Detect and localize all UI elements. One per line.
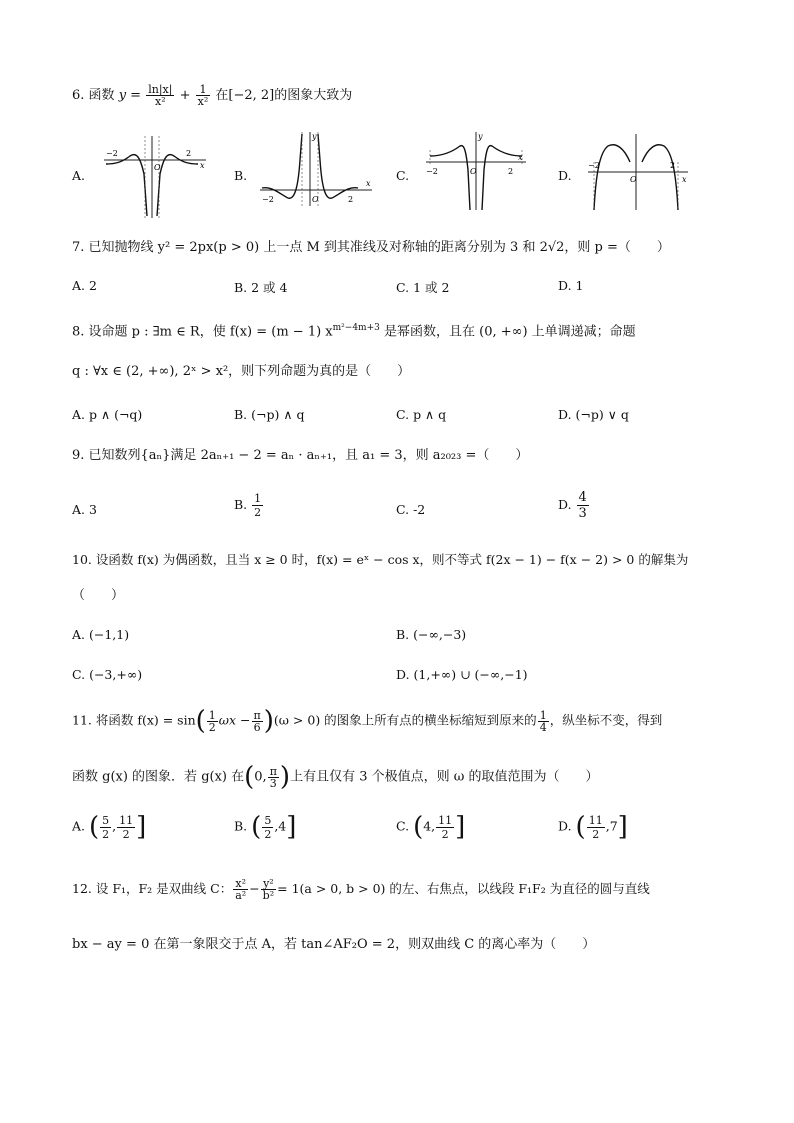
q11b-frac [262, 814, 273, 841]
q10-option-c: C. (−3,+∞) [72, 667, 143, 682]
q8-stem-line2: q : ∀x ∈ (2, +∞), 2ˣ > x²，则下列命题为真的是（ ） [72, 364, 411, 379]
q8-line1-post: 是幂函数，且在 (0, +∞) 上单调递减；命题 [379, 324, 636, 340]
q11-stem-line1: 11. 将函数 f(x) = sin( $\frac{1}{2}$ ωx − $\frac{\pi}{6}$ )(ω > 0) 的图象上所有点的横坐标缩短到原来的 $\frac{1}{4}$ ，纵坐标不变，得到 [72, 706, 663, 736]
q6-frac2 [196, 84, 211, 107]
q7-option-d: D. 1 [558, 278, 584, 293]
q9-option-c: C. -2 [396, 502, 426, 517]
q6-number: 6. [72, 88, 85, 103]
q11-l2-num: π [269, 764, 277, 778]
q10-stem-line2: （ ） [72, 588, 125, 603]
q9-option-a: A. 3 [72, 502, 97, 517]
q6d-tick-neg2: −2 [588, 161, 600, 170]
q11a-label: A. [72, 818, 86, 834]
q6c-tick-2: 2 [508, 167, 514, 176]
q9d-num: 4 [578, 490, 587, 505]
q10-option-d: D. (1,+∞) ∪ (−∞,−1) [396, 667, 528, 682]
q8-option-a: A. p ∧ (¬q) [72, 407, 143, 422]
q6-interval: 在[−2, 2]的图象大致为 [215, 88, 353, 103]
q6-option-a-label: A. [72, 168, 86, 183]
q11-frac3 [538, 710, 549, 733]
q11d-label: D. [558, 818, 572, 834]
q11-option-b: B. ( $\frac{5}{2}$ ,4] [234, 812, 297, 842]
q11d-tail: 7 [609, 818, 618, 834]
q6-graph-a [100, 134, 210, 220]
q11b-label: B. [234, 818, 248, 834]
q12-n1: x² [233, 878, 248, 890]
q9-option-b [234, 492, 264, 519]
q12-stem-line2: bx − ay = 0 在第一象限交于点 A，若 tan∠AF₂O = 2，则双曲线 C 的离心率为（ ） [72, 937, 596, 952]
q11-l2-frac [268, 766, 279, 789]
q11-option-a: A. ( $\frac{5}{2}$ , $\frac{11}{2}$ ] [72, 812, 147, 842]
q9-option-d [558, 490, 590, 521]
q11-frac1 [207, 710, 218, 733]
q6c-tick-neg2: −2 [426, 167, 438, 176]
q6-frac2-num: 1 [196, 84, 211, 96]
q11a-frac2 [117, 814, 135, 841]
q8-exponent: m²−4m+3 [332, 323, 380, 333]
q6a-x: x [200, 161, 205, 170]
q6-option-c-label: C. [396, 168, 410, 183]
q11b-d1: 2 [264, 827, 272, 841]
q10-option-b: B. (−∞,−3) [396, 627, 467, 642]
q9-option-b-label: B. [234, 497, 248, 512]
q11a-d2: 2 [122, 827, 130, 841]
q11a-frac1 [100, 814, 111, 841]
q7-stem: 7. 已知抛物线 y² = 2px(p > 0) 上一点 M 到其准线及对称轴的距离分别为 3 和 2√2，则 p =（ ） [72, 240, 670, 255]
q11a-n1: 5 [102, 813, 110, 827]
q11-frac3-den: 4 [539, 720, 547, 734]
q12-stem-line1 [72, 878, 650, 901]
q11a-n2: 11 [119, 813, 134, 827]
q11-l2-den: 3 [269, 776, 277, 790]
q9-option-d-frac [577, 490, 589, 521]
q11-post: (ω > 0) 的图象上所有点的横坐标缩短到原来的 [273, 712, 537, 728]
q11b-n1: 5 [264, 813, 272, 827]
q6-plus: + [179, 88, 191, 103]
q9b-num: 1 [254, 492, 262, 505]
q6b-x: x [366, 179, 371, 188]
q11c-label: C. [396, 818, 410, 834]
q7-option-a: A. 2 [72, 278, 97, 293]
q6a-tick-2: 2 [186, 149, 192, 158]
q8-option-c: C. p ∧ q [396, 407, 447, 422]
q6c-y: y [478, 132, 483, 141]
q9b-den: 2 [254, 506, 262, 519]
q6c-x: x [518, 153, 523, 162]
q12-frac1 [233, 878, 248, 901]
q12-n2: y² [261, 878, 276, 890]
q8-option-b: B. (¬p) ∧ q [234, 407, 305, 422]
q6-option-d-label: D. [558, 168, 572, 183]
q6b-tick-neg2: −2 [262, 195, 274, 204]
q12-post: = 1(a > 0, b > 0) 的左、右焦点，以线段 F₁F₂ 为直径的圆与直线 [277, 881, 650, 896]
q9-stem: 9. 已知数列{aₙ}满足 2aₙ₊₁ − 2 = aₙ · aₙ₊₁，且 a₁ = 3，则 a₂₀₂₃ =（ ） [72, 448, 529, 463]
q6-frac1-num: ln|x| [148, 83, 173, 96]
q6b-tick-2: 2 [348, 195, 354, 204]
q11d-frac [587, 814, 605, 841]
q11-frac1-den: 2 [208, 720, 216, 734]
q6-stem [72, 84, 352, 107]
q6a-tick-neg2: −2 [106, 149, 118, 158]
q11c-d2: 2 [441, 827, 449, 841]
q11-line2-post: 上有且仅有 3 个极值点，则 ω 的取值范围为（ ） [290, 769, 599, 785]
q11-l2-a: 0, [254, 769, 267, 785]
q7-option-c: C. 1 或 2 [396, 280, 450, 295]
q12-frac2 [261, 878, 276, 901]
q9-option-b-frac [252, 492, 263, 519]
q11-frac2-num: π [253, 708, 261, 722]
q12-minus: − [249, 881, 260, 896]
q8-option-d: D. (¬p) ∨ q [558, 407, 629, 422]
q9-option-d-label: D. [558, 497, 572, 512]
q12-d2: b² [262, 889, 275, 902]
q6b-origin: O [312, 195, 319, 204]
q11b-tail: 4 [278, 818, 287, 834]
q11c-frac [436, 814, 454, 841]
q11-frac2-den: 6 [253, 720, 261, 734]
q6d-x: x [682, 175, 687, 184]
q11-stem-line2: 函数 g(x) 的图象．若 g(x) 在(0, $\frac{\pi}{3}$ )上有且仅有 3 个极值点，则 ω 的取值范围为（ ） [72, 762, 599, 792]
q11a-d1: 2 [102, 827, 110, 841]
q11-pre: 11. 将函数 f(x) = sin [72, 712, 196, 728]
q6-graph-d [586, 132, 690, 212]
q6-graph-c [424, 130, 528, 212]
q6d-origin: O [630, 175, 637, 184]
q10-stem-line1: 10. 设函数 f(x) 为偶函数，且当 x ≥ 0 时，f(x) = eˣ − cos x，则不等式 f(2x − 1) − f(x − 2) > 0 的解集为 [72, 552, 689, 567]
q6d-tick-2: 2 [670, 161, 676, 170]
q11-frac1-num: 1 [208, 708, 216, 722]
q11c-n2: 11 [438, 813, 453, 827]
q11-option-d: D. ( $\frac{11}{2}$ ,7] [558, 812, 628, 842]
q11-line2-pre: 函数 g(x) 的图象．若 g(x) 在 [72, 769, 245, 785]
q6-option-b-label: B. [234, 168, 248, 183]
q11-mid: ωx − [218, 712, 251, 728]
q11d-n1: 11 [588, 813, 603, 827]
q11-frac2 [252, 710, 263, 733]
q10-option-a: A. (−1,1) [72, 627, 130, 642]
q8-stem-line1 [72, 324, 636, 338]
q6a-origin: O [154, 163, 161, 172]
q6-graph-b [258, 130, 374, 208]
q11-frac3-num: 1 [539, 708, 547, 722]
q6-frac1-den: x² [155, 95, 166, 108]
q6-pre: 函数 [88, 88, 115, 103]
q11c-head: 4, [423, 818, 436, 834]
q7-option-b: B. 2 或 4 [234, 280, 288, 295]
q8-line1-pre: 8. 设命题 p : ∃m ∈ R，使 f(x) = (m − 1) x [72, 324, 333, 340]
q11-tail: ，纵坐标不变，得到 [549, 712, 663, 728]
q6-frac2-den: x² [197, 95, 209, 108]
q12-d1: a² [235, 889, 247, 902]
q9d-den: 3 [578, 506, 587, 521]
q11-option-c: C. (4, $\frac{11}{2}$ ] [396, 812, 466, 842]
q6-frac1 [146, 84, 174, 107]
q12-pre: 12. 设 F₁，F₂ 是双曲线 C： [72, 881, 233, 896]
q6c-origin: O [470, 167, 477, 176]
q11d-d1: 2 [592, 827, 600, 841]
q6-y: y = [118, 88, 142, 103]
q6b-y: y [312, 132, 317, 141]
